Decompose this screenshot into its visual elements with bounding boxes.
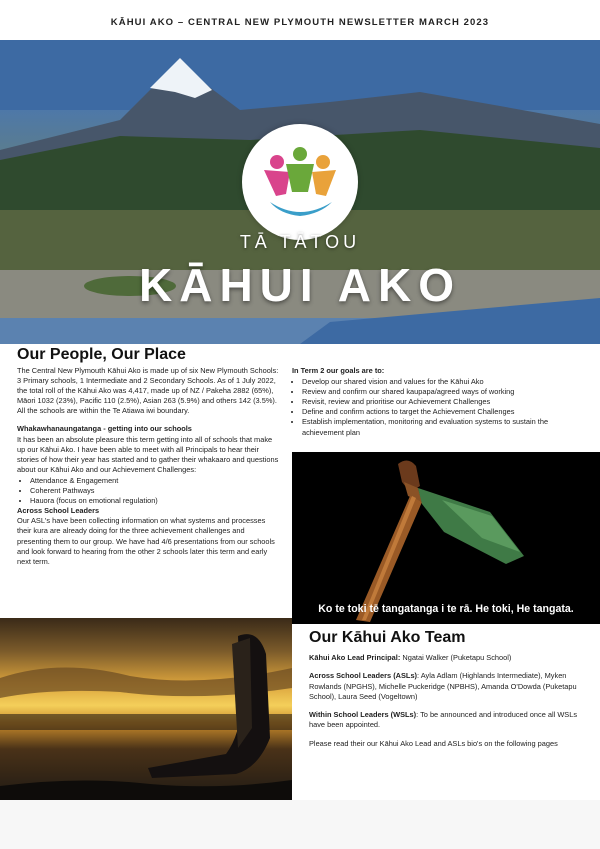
asl-heading: Across School Leaders — [17, 506, 100, 516]
goals-heading: In Term 2 our goals are to: — [292, 366, 385, 375]
kahui-ako-logo — [242, 124, 358, 240]
toki-adze-image — [292, 452, 600, 624]
asl-list — [309, 671, 589, 702]
list-item: • Coherent Pathways — [30, 486, 279, 496]
toki-image-panel — [292, 452, 600, 624]
challenges-list — [17, 476, 279, 506]
whakawhanaungatanga-heading: Whakawhanaungatanga - getting into our schools — [17, 424, 192, 434]
list-item: • Define and confirm actions to target the Achievement Challenges — [302, 407, 587, 417]
lead-label: Kāhui Ako Lead Principal: — [309, 653, 401, 662]
asl-value: : Ayla Adlam (Highlands Intermediate), Myken Rowlands (NPGHS), Michelle Puckeridge (NPBHS), Amanda O'Dowda (Puketapu School), Laura Seed (Vogeltown) — [309, 671, 577, 701]
lead-value: Ngatai Walker (Puketapu School) — [400, 653, 512, 662]
header-bar — [0, 0, 600, 40]
list-item: • Hauora (focus on emotional regulation) — [30, 496, 279, 506]
list-item: • Develop our shared vision and values for the Kāhui Ako — [302, 377, 587, 387]
page-footer-space — [0, 800, 600, 849]
hero-tagline: TĀ TĀTOU — [239, 232, 361, 252]
wsl-info — [309, 710, 589, 731]
closing-note: Please read their our Kāhui Ako Lead and ASLs bio's on the following pages — [309, 738, 558, 748]
lead-principal — [309, 653, 589, 663]
toki-caption: Ko te toki tē tangatanga i te rā. He toki, He tangata. — [318, 603, 574, 615]
list-item: • Review and confirm our shared kaupapa/agreed ways of working — [302, 387, 587, 397]
asl-text: Our ASL's have been collecting information on what systems and processes their kura are already doing for the three achievement challenges and presenting them to our group. We have had 4/6 presentations from our schools and look forward to hearing from the other 2 schools later this term and early next term. — [17, 516, 275, 566]
asl-label: Across School Leaders (ASLs) — [309, 671, 418, 681]
hero-title: KĀHUI AKO — [139, 259, 461, 311]
wsl-value: : To be announced and introduced once all WSLs have been appointed. — [309, 710, 578, 730]
goals-list — [292, 377, 587, 438]
wsl-label: Within School Leaders (WSLs) — [309, 710, 417, 720]
whakawhanaungatanga-text: It has been an absolute pleasure this term getting into all of schools that make up our Kāhui Ako. I have been able to meet with all Principals to hear their stories of how their year has started and to gather their whakaaro and questions about our Kāhui Ako and our Achievement Challenges: — [17, 434, 279, 474]
people-section — [17, 366, 279, 567]
list-item: • Attendance & Engagement — [30, 476, 279, 486]
term2-goals — [292, 366, 587, 438]
newsletter-title: KĀHUI AKO – CENTRAL NEW PLYMOUTH NEWSLETTER MARCH 2023 — [110, 17, 490, 28]
people-intro: The Central New Plymouth Kāhui Ako is made up of six New Plymouth Schools: 3 Primary schools, 1 Intermediate and 2 Secondary Schools. As of 1 July 2022, the total roll of the Kāhui Ako was 4,417, made up of NZ / Pakeha 2882 (65%), Māori 1032 (23%), Pacific 110 (2.5%), Asian 263 (5.9%) and others 142 (3.5%). All the schools are within the Te Atiawa iwi boundary. — [17, 366, 279, 416]
waka-prow-image — [0, 618, 292, 800]
team-section — [309, 653, 589, 757]
sunset-waka-image — [0, 618, 292, 800]
list-item: • Establish implementation, monitoring and evaluation systems to sustain the achievement plan — [302, 417, 587, 437]
hero-banner — [0, 40, 600, 344]
people-heading: Our People, Our Place — [17, 346, 186, 363]
people-hands-icon — [242, 124, 358, 240]
list-item: • Revisit, review and prioritise our Achievement Challenges — [302, 397, 587, 407]
team-heading: Our Kāhui Ako Team — [309, 629, 466, 646]
